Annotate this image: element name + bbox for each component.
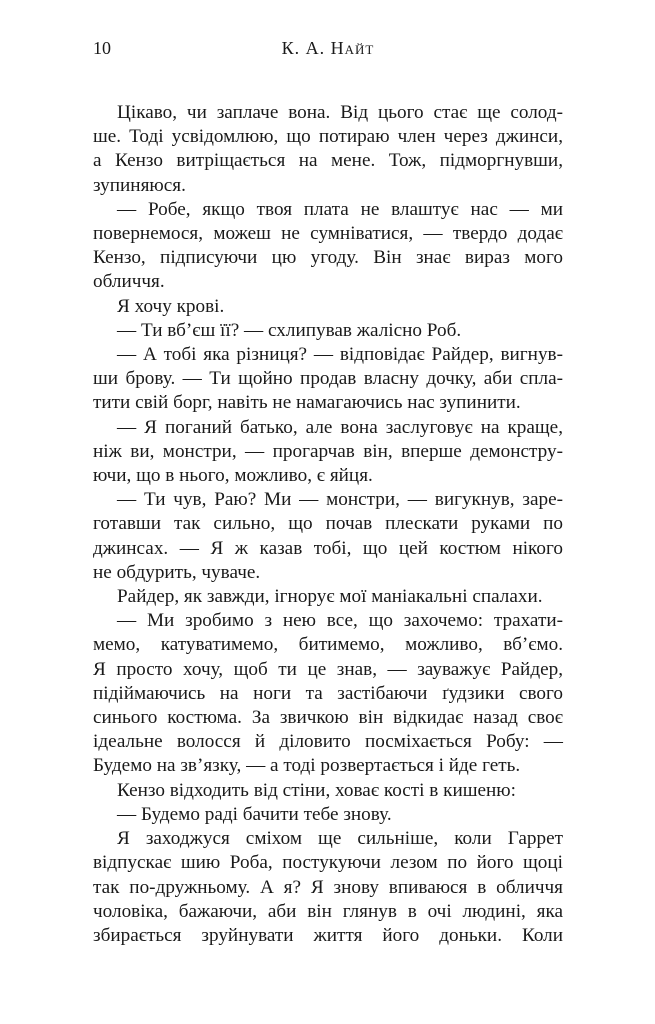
text-line: готавши так сильно, що почав плескати руками по (93, 513, 563, 535)
text-line: ніж ви, монстри, — прогарчав він, вперше демонстру- (93, 440, 563, 462)
text-line: — Ти вб’єш її? — схлипував жалісно Роб. (117, 319, 462, 341)
text-line: Я хочу крові. (117, 295, 225, 317)
text-line: Я просто хочу, щоб ти це знав, — зауважує Райдер, (93, 658, 563, 680)
text-line: Кензо відходить від стіни, ховає кості в кишеню: (117, 779, 516, 801)
text-line: так по-дружньому. А я? Я знову впиваюся в обличчя (93, 876, 563, 898)
page-number: 10 (93, 38, 111, 58)
page-header (93, 38, 563, 62)
text-line: відпускає шию Роба, постукуючи лезом по його щоці (93, 852, 563, 874)
text-line: — Я поганий батько, але вона заслуговує на краще, (117, 416, 563, 438)
page-body-text (93, 101, 563, 948)
text-line: обличчя. (93, 271, 165, 293)
text-line: повернемося, можеш не сумніватися, — твердо додає (93, 223, 563, 245)
text-line: збирається зруйнувати життя його доньки. Коли (93, 924, 563, 946)
text-line: ше. Тоді усвідомлюю, що потираю член через джинси, (93, 126, 563, 148)
text-line: — Будемо раді бачити тебе знову. (117, 803, 392, 825)
text-line: — А тобі яка різниця? — відповідає Райдер, вигнув- (117, 344, 563, 366)
text-line: а Кензо витріщається на мене. Тож, підморгнувши, (93, 150, 563, 172)
text-line: тити свій борг, навіть не намагаючись нас зупинити. (93, 392, 521, 414)
running-head-author: К. А. Найт (281, 38, 375, 58)
text-line: — Ми зробимо з нею все, що захочемо: трахати- (117, 610, 563, 632)
text-line: не обдурить, чуваче. (93, 561, 261, 583)
text-line: Кензо, підписуючи цю угоду. Він знає вираз мого (93, 247, 563, 269)
text-line: ши брову. — Ти щойно продав власну дочку, аби спла- (93, 368, 563, 390)
text-line: Райдер, як завжди, ігнорує мої маніакальні спалахи. (117, 586, 543, 608)
text-line: зупиняюся. (93, 174, 186, 196)
text-line: мемо, катуватимемо, битимемо, можливо, вб’ємо. (93, 634, 563, 656)
text-line: Цікаво, чи заплаче вона. Від цього стає ще солод- (117, 102, 563, 123)
text-line: Я заходжуся сміхом ще сильніше, коли Гаррет (117, 828, 563, 850)
text-line: підіймаючись на ноги та застібаючи ґудзики свого (93, 682, 563, 704)
text-line: ідеальне волосся й діловито посміхається Робу: — (93, 731, 563, 753)
text-line: — Робе, якщо твоя плата не влаштує нас — ми (117, 198, 563, 220)
text-line: синього костюма. За звичкою він відкидає назад своє (93, 707, 563, 729)
text-line: — Ти чув, Раю? Ми — монстри, — вигукнув, заре- (117, 489, 563, 511)
text-line: чоловіка, бажаючи, аби він глянув в очі людині, яка (93, 900, 563, 922)
text-line: джинсах. — Я ж казав тобі, що цей костюм нікого (93, 537, 563, 559)
text-line: Будемо на зв’язку, — а тоді розвертається і йде геть. (93, 755, 521, 777)
text-line: ючи, що в нього, можливо, є яйця. (93, 465, 373, 487)
